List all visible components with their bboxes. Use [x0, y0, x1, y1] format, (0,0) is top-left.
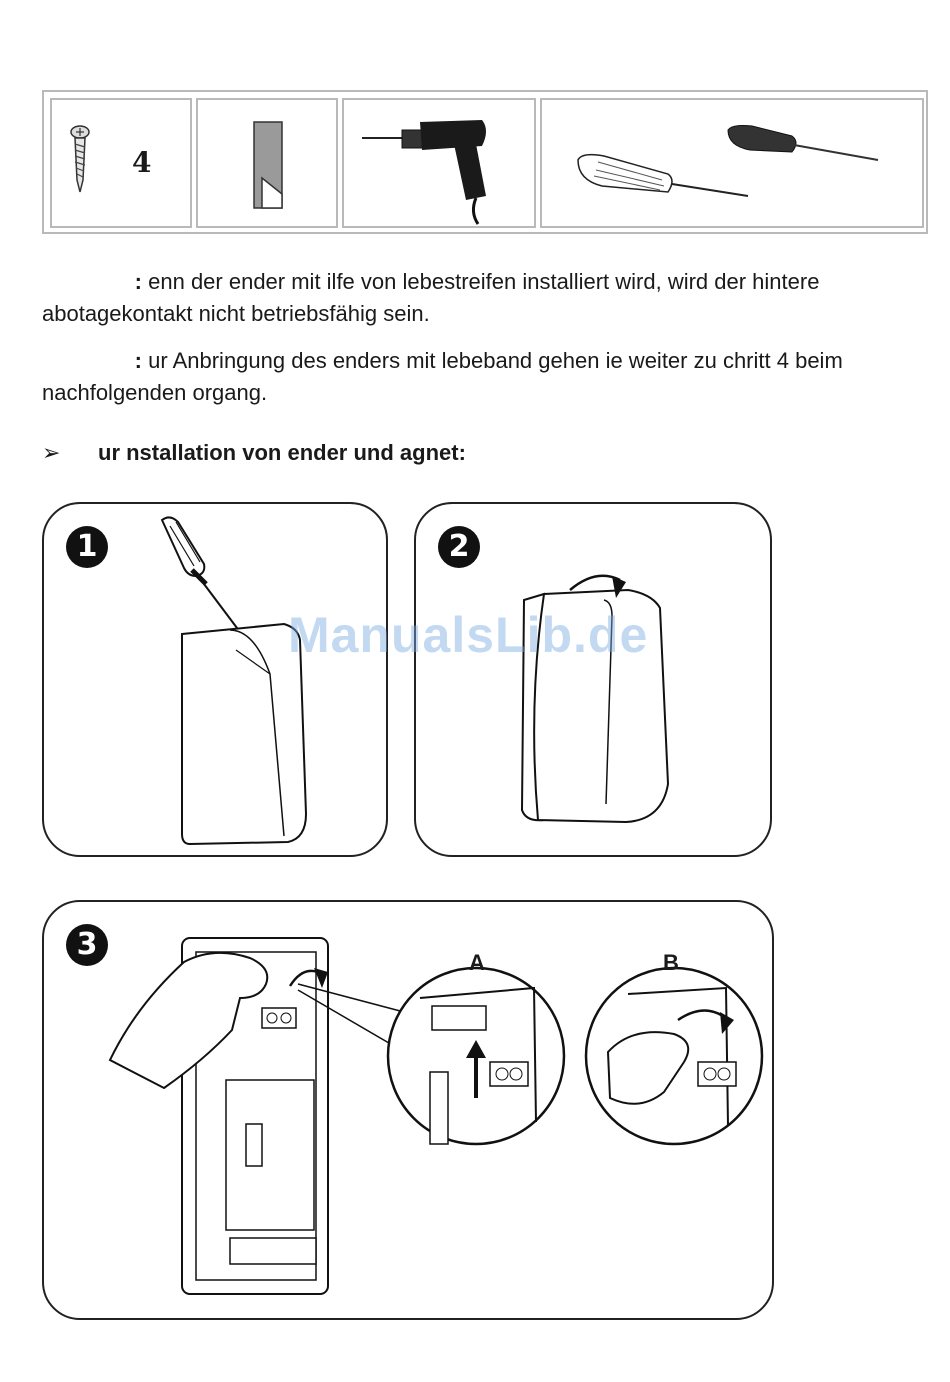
tool-cell-screws	[50, 98, 192, 228]
tool-cell-screwdrivers	[540, 98, 924, 228]
step-2-badge: 2	[438, 526, 480, 568]
detail-label-b: B	[663, 950, 679, 975]
note-adhesive	[42, 266, 922, 330]
step-1-badge: 1	[66, 526, 108, 568]
detail-label-a: A	[469, 950, 485, 975]
step-1-panel	[42, 502, 388, 857]
step-2-illustration	[416, 504, 772, 856]
note-text: enn der ender mit ilfe von lebestreifen installiert wird, wird der hintere abotagekontakt nicht betriebsfähig sein.	[42, 269, 820, 326]
watermark: ManualsLib.de	[288, 607, 649, 663]
note-tape	[42, 345, 922, 409]
step-3-badge: 3	[66, 924, 108, 966]
step-3-panel	[42, 900, 774, 1320]
screw-icon	[52, 100, 190, 226]
note-lead: :	[134, 348, 142, 373]
adhesive-strip-icon	[198, 100, 336, 226]
screwdrivers-icon	[542, 100, 922, 226]
screw-count: 4	[132, 146, 152, 179]
bullet-arrow-icon: ➢	[42, 440, 61, 465]
note-text: ur Anbringung des enders mit lebeband gehen ie weiter zu chritt 4 beim nachfolgenden organg.	[42, 348, 843, 405]
section-heading-text: ur nstallation von ender und agnet:	[98, 440, 466, 465]
tool-cell-drill	[342, 98, 536, 228]
drill-icon	[344, 100, 534, 226]
tools-strip	[42, 90, 928, 234]
section-heading	[42, 440, 466, 466]
tool-cell-adhesive	[196, 98, 338, 228]
step-1-illustration	[44, 504, 388, 856]
step-2-panel	[414, 502, 772, 857]
note-lead: :	[134, 269, 142, 294]
